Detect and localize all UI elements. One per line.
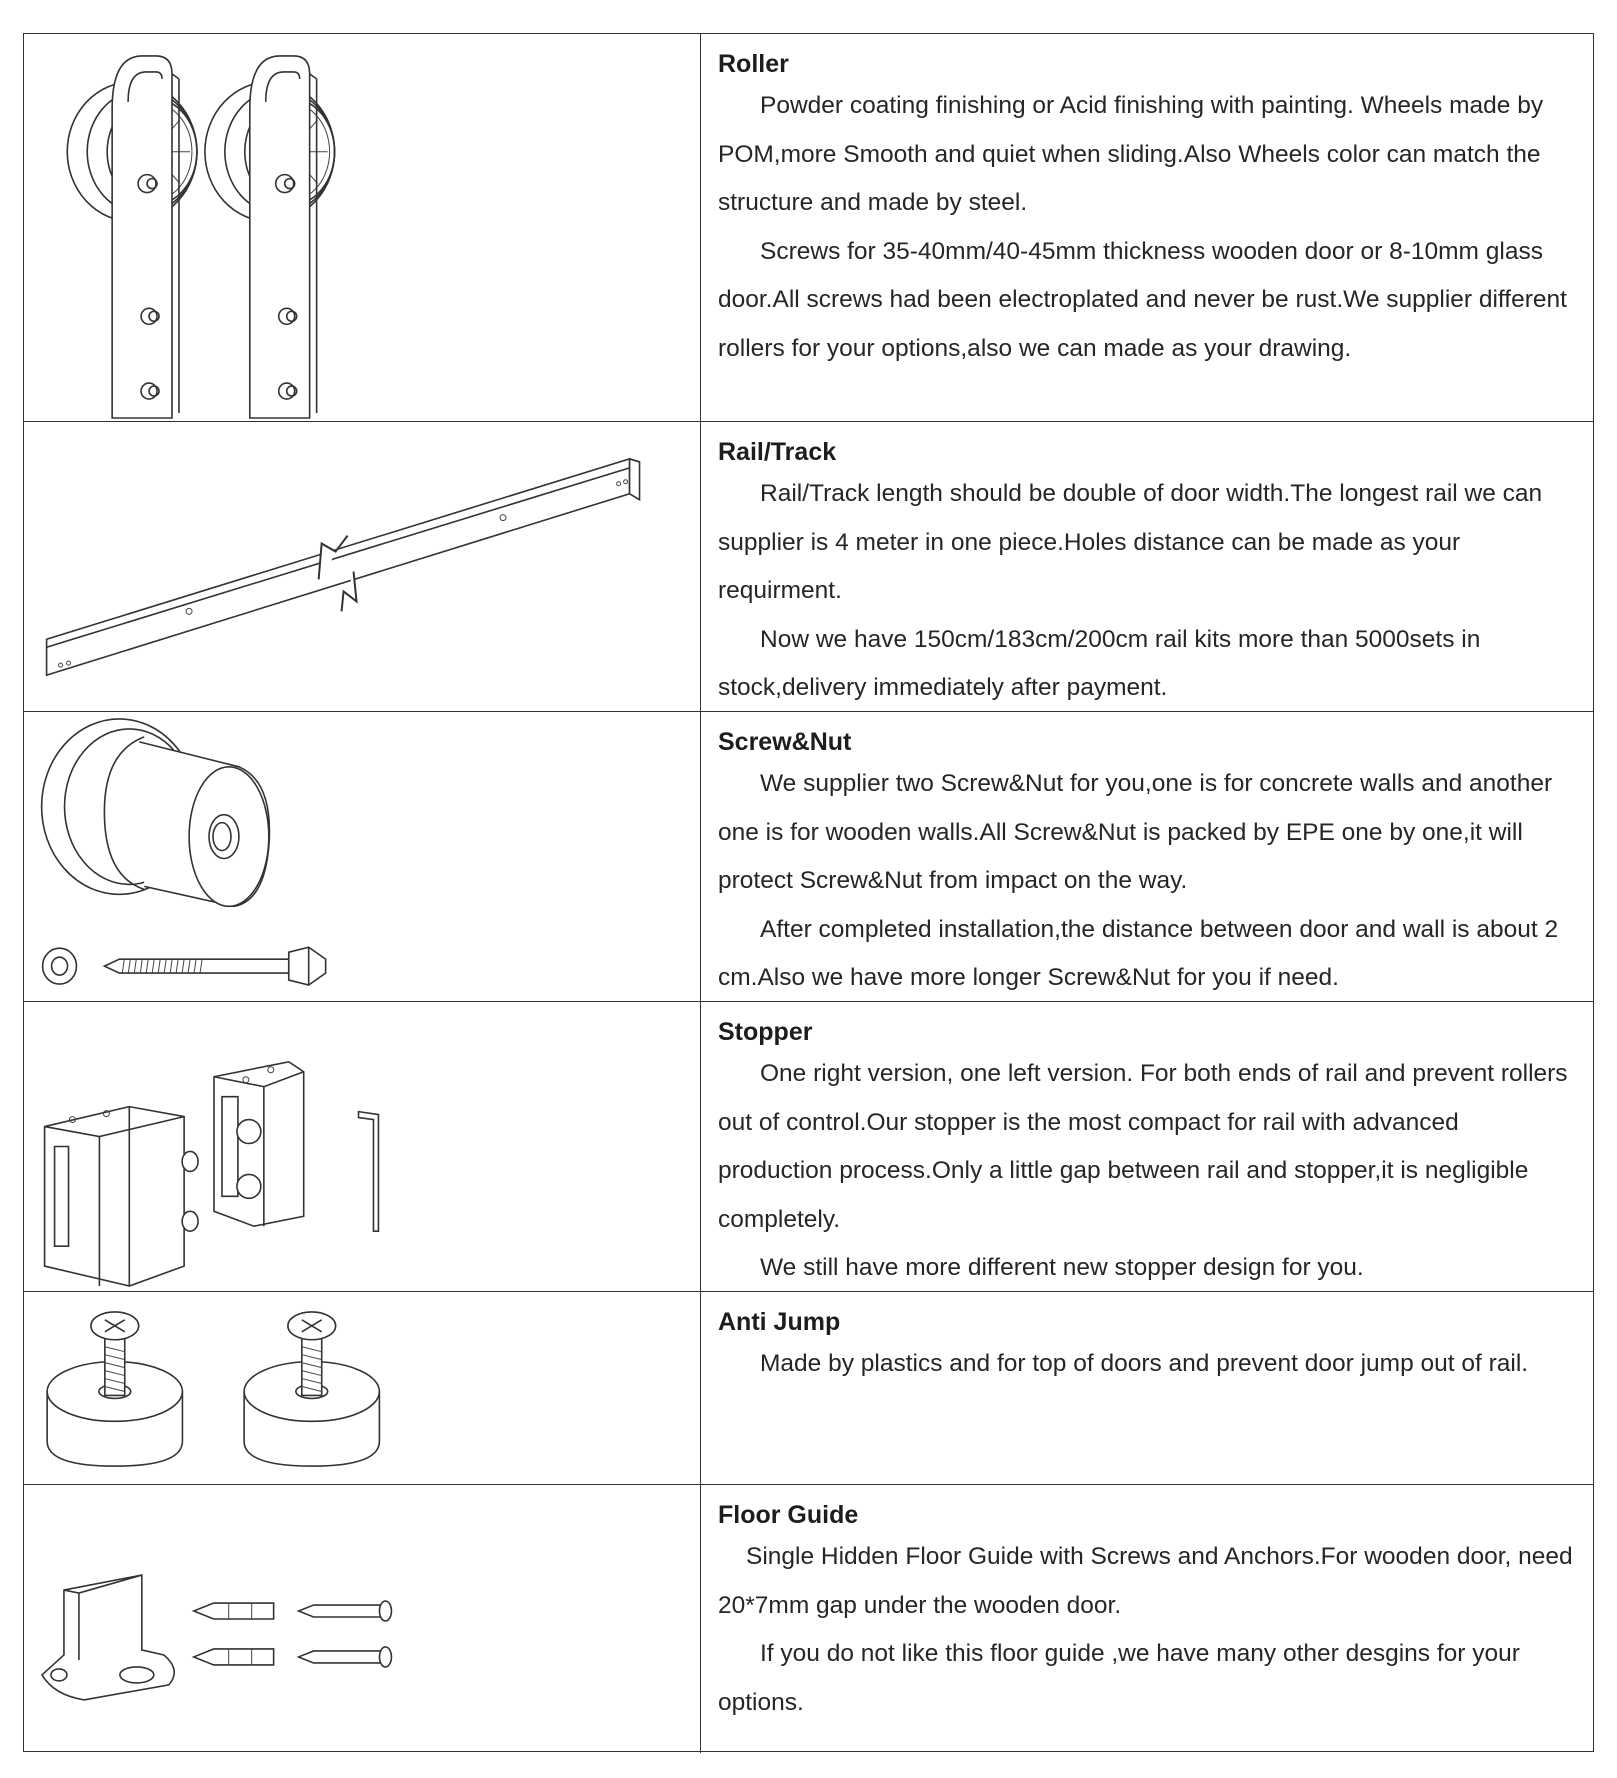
roller-title: Roller xyxy=(718,50,789,78)
rail-track-illustration xyxy=(24,422,701,711)
anti-jump-title: Anti Jump xyxy=(718,1308,841,1336)
stopper-paragraph-1: One right version, one left version. For both ends of rail and prevent rollers out of control.Our stopper is the most compact for rail with advanced production process.Only a little gap between rail and stopper,it is negligible completely. xyxy=(718,1060,1568,1233)
row-rail-track xyxy=(24,422,1593,712)
stopper-title: Stopper xyxy=(718,1018,813,1046)
screw-nut-paragraph-2: After completed installation,the distance between door and wall is about 2 cm.Also we have more longer Screw&Nut for you if need. xyxy=(718,915,1559,991)
floor-guide-illustration xyxy=(24,1485,701,1753)
spec-table xyxy=(23,33,1594,1752)
rail-track-paragraph-1: Rail/Track length should be double of door width.The longest rail we can supplier is 4 meter in one piece.Holes distance can be made as your requirment. xyxy=(718,480,1543,604)
anti-jump-description xyxy=(701,1292,1593,1484)
stopper-illustration xyxy=(24,1002,701,1291)
floor-guide-description xyxy=(701,1485,1593,1753)
roller-paragraph-2: Screws for 35-40mm/40-45mm thickness wooden door or 8-10mm glass door.All screws had been electroplated and never be rust.We supplier different rollers for your options,also we can made as your drawing. xyxy=(718,237,1567,362)
row-anti-jump xyxy=(24,1292,1593,1485)
anti-jump-paragraph-1: Made by plastics and for top of doors and prevent door jump out of rail. xyxy=(760,1350,1529,1377)
rail-track-description xyxy=(701,422,1593,711)
row-floor-guide xyxy=(24,1485,1593,1753)
roller-description xyxy=(701,34,1593,421)
row-roller xyxy=(24,34,1593,422)
rail-track-paragraph-2: Now we have 150cm/183cm/200cm rail kits more than 5000sets in stock,delivery immediately after payment. xyxy=(718,625,1481,701)
roller-paragraph-1: Powder coating finishing or Acid finishing with painting. Wheels made by POM,more Smooth and quiet when sliding.Also Wheels color can match the structure and made by steel. xyxy=(718,92,1544,216)
row-stopper xyxy=(24,1002,1593,1292)
floor-guide-title: Floor Guide xyxy=(718,1501,859,1529)
row-screw-nut xyxy=(24,712,1593,1002)
anti-jump-illustration xyxy=(24,1292,701,1484)
floor-guide-paragraph-2: If you do not like this floor guide ,we have many other desgins for your options. xyxy=(718,1640,1520,1716)
floor-guide-paragraph-1: Single Hidden Floor Guide with Screws and Anchors.For wooden door, need 20*7mm gap under the wooden door. xyxy=(718,1543,1573,1619)
stopper-description xyxy=(701,1002,1593,1291)
screw-nut-illustration xyxy=(24,712,701,1001)
rail-track-title: Rail/Track xyxy=(718,438,837,466)
screw-nut-title: Screw&Nut xyxy=(718,728,852,756)
screw-nut-paragraph-1: We supplier two Screw&Nut for you,one is for concrete walls and another one is for wooden walls.All Screw&Nut is packed by EPE one by one,it will protect Screw&Nut from impact on the way. xyxy=(718,770,1553,894)
stopper-paragraph-2: We still have more different new stopper design for you. xyxy=(760,1254,1364,1281)
screw-nut-description xyxy=(701,712,1593,1001)
roller-illustration xyxy=(24,34,701,421)
